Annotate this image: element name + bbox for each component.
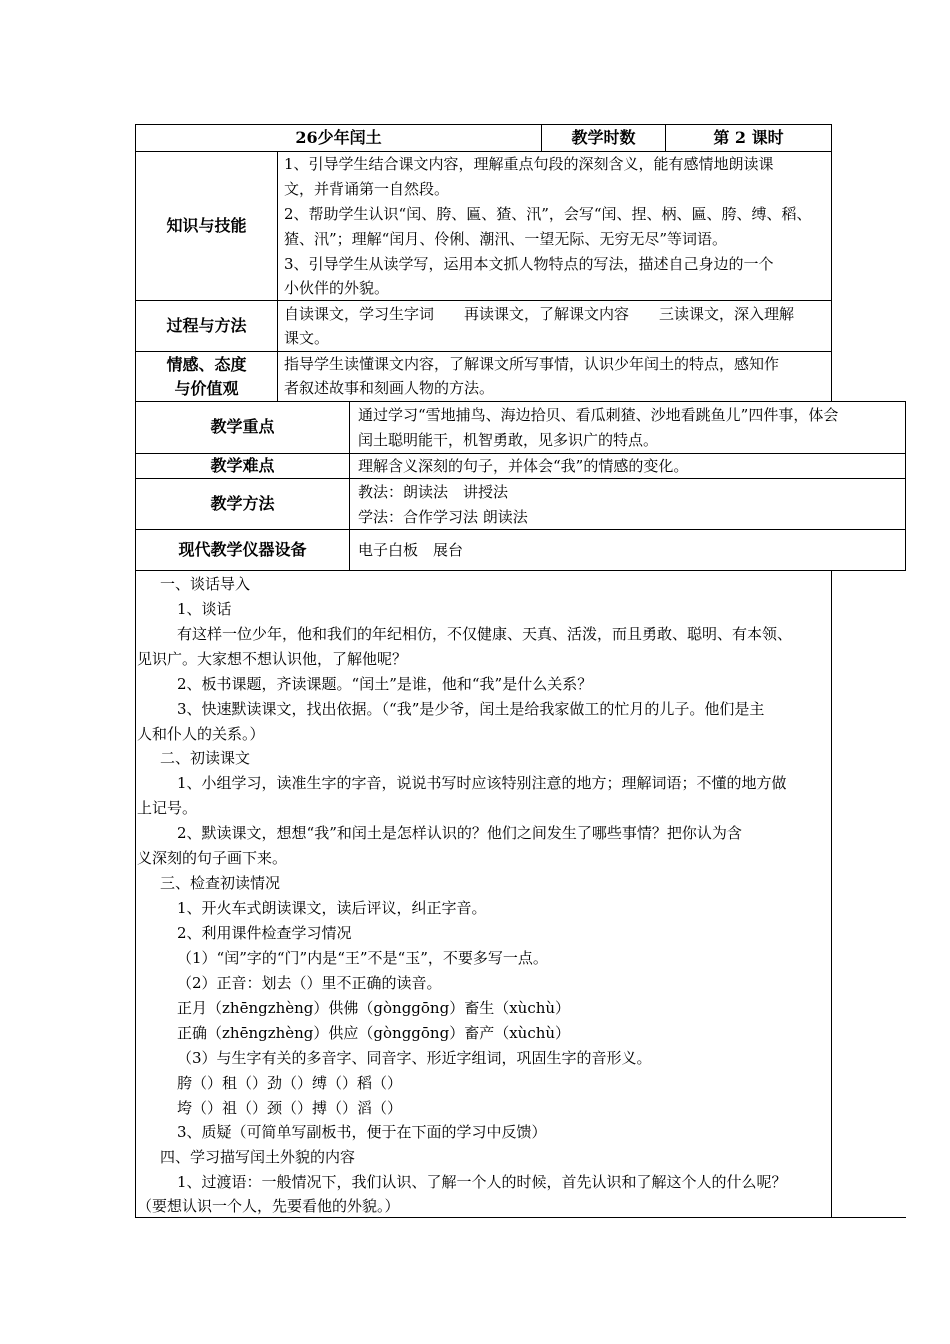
body-line: 胯（）租（）劲（）缚（）稻（） xyxy=(177,1074,403,1092)
body-line: （2）正音：划去（）里不正确的读音。 xyxy=(177,974,442,992)
teaching-divider xyxy=(349,401,350,571)
method-line: 教法：朗读法 讲授法 xyxy=(358,483,509,501)
focus-line: 闰土聪明能干，机智勇敢，见多识广的特点。 xyxy=(358,431,659,449)
body-line: 正月（zhēngzhèng）供佛（gònggōng）畜生（xùchù） xyxy=(177,999,571,1017)
method-label: 教学方法 xyxy=(210,494,275,513)
body-line: 3、质疑（可简单写副板书，便于在下面的学习中反馈） xyxy=(177,1123,547,1141)
difficulty-text: 理解含义深刻的句子，并体会“我”的情感的变化。 xyxy=(358,457,689,475)
knowledge-line: 2、帮助学生认识“闰、胯、匾、猹、汛”，会写“闰、捏、柄、匾、胯、缚、稻、 xyxy=(284,205,812,223)
row-line-4 xyxy=(135,401,906,402)
focus-label: 教学重点 xyxy=(210,417,275,436)
body-line: 2、默读课文，想想“我”和闰土是怎样认识的？他们之间发生了哪些事情？把你认为含 xyxy=(177,824,742,842)
difficulty-label: 教学难点 xyxy=(210,456,275,475)
teaching-right-edge xyxy=(905,401,906,571)
body-line: 1、谈话 xyxy=(177,600,232,618)
knowledge-line: 猹、汛”；理解“闰月、伶俐、潮汛、一望无际、无穷无尽”等词语。 xyxy=(284,230,728,248)
body-line: 2、板书课题，齐读课题。“闰土”是谁，他和“我”是什么关系？ xyxy=(177,675,593,693)
equipment-label: 现代教学仪器设备 xyxy=(178,540,307,559)
emotion-line: 指导学生读懂课文内容，了解课文所写事情，认识少年闰土的特点，感知作 xyxy=(284,355,780,373)
body-line: （1）“闰”字的“门”内是“王”不是“玉”，不要多写一点。 xyxy=(177,949,548,967)
method-line: 学法：合作学习法 朗读法 xyxy=(358,508,528,526)
body-line: 上记号。 xyxy=(137,799,198,817)
emotion-label-line2: 与价值观 xyxy=(174,379,239,398)
frame-left xyxy=(135,124,136,1218)
row-line-8 xyxy=(135,570,906,571)
body-line: 义深刻的句子画下来。 xyxy=(137,849,288,867)
section-heading: 一、谈话导入 xyxy=(160,575,251,593)
body-line: 1、开火车式朗读课文，读后评议，纠正字音。 xyxy=(177,899,487,917)
section-heading: 二、初读课文 xyxy=(160,749,251,767)
knowledge-label: 知识与技能 xyxy=(166,216,247,235)
hours-value: 第 2 课时 xyxy=(713,128,784,147)
frame-right-upper xyxy=(831,124,832,401)
section-heading: 四、学习描写闰土外貌的内容 xyxy=(160,1148,356,1166)
knowledge-line: 1、引导学生结合课文内容，理解重点句段的深刻含义，能有感情地朗读课 xyxy=(284,155,774,173)
lesson-title: 26少年闰土 xyxy=(295,128,382,147)
body-line: 见识广。大家想不想认识他，了解他呢？ xyxy=(137,650,408,668)
process-line: 课文。 xyxy=(284,329,330,347)
stray-line-bottom xyxy=(832,1217,906,1218)
section-heading: 三、检查初读情况 xyxy=(160,874,281,892)
body-line: 垮（）祖（）颈（）搏（）滔（） xyxy=(177,1099,403,1117)
frame-top xyxy=(135,124,832,125)
frame-right-lower xyxy=(831,571,832,1218)
hours-label: 教学时数 xyxy=(571,128,636,147)
knowledge-line: 小伙伴的外貌。 xyxy=(284,279,390,297)
knowledge-line: 3、引导学生从读学写，运用本文抓人物特点的写法，描述自己身边的一个 xyxy=(284,255,774,273)
row-line-7 xyxy=(135,529,906,530)
emotion-label-line1: 情感、态度 xyxy=(166,355,247,374)
row-line-6 xyxy=(135,478,906,479)
knowledge-line: 文，并背诵第一自然段。 xyxy=(284,180,450,198)
body-line: 3、快速默读课文，找出依据。（“我”是少爷，闰土是给我家做工的忙月的儿子。他们是主 xyxy=(177,700,765,718)
body-line: （要想认识一个人，先要看他的外貌。） xyxy=(137,1197,400,1215)
body-line: 1、小组学习，读准生字的字音，说说书写时应该特别注意的地方；理解词语；不懂的地方做 xyxy=(177,774,787,792)
focus-line: 通过学习“雪地捕鸟、海边拾贝、看瓜刺猹、沙地看跳鱼儿”四件事，体会 xyxy=(358,406,839,424)
body-line: 2、利用课件检查学习情况 xyxy=(177,924,352,942)
equipment-text: 电子白板 展台 xyxy=(358,541,464,559)
body-line: （3）与生字有关的多音字、同音字、形近字组词，巩固生字的音形义。 xyxy=(177,1049,652,1067)
body-line: 1、过渡语：一般情况下，我们认识、了解一个人的时候，首先认识和了解这个人的什么呢？ xyxy=(177,1173,787,1191)
body-line: 有这样一位少年，他和我们的年纪相仿，不仅健康、天真、活泼，而且勇敢、聪明、有本领、 xyxy=(177,625,793,643)
process-label: 过程与方法 xyxy=(166,316,247,335)
process-line: 自读课文，学习生字词 再读课文，了解课文内容 三读课文，深入理解 xyxy=(284,305,795,323)
row-line-2 xyxy=(135,300,832,301)
objectives-divider xyxy=(277,151,278,401)
emotion-line: 者叙述故事和刻画人物的方法。 xyxy=(284,379,495,397)
body-line: 正确（zhēngzhèng）供应（gònggōng）畜产（xùchù） xyxy=(177,1024,571,1042)
body-line: 人和仆人的关系。） xyxy=(137,725,265,743)
